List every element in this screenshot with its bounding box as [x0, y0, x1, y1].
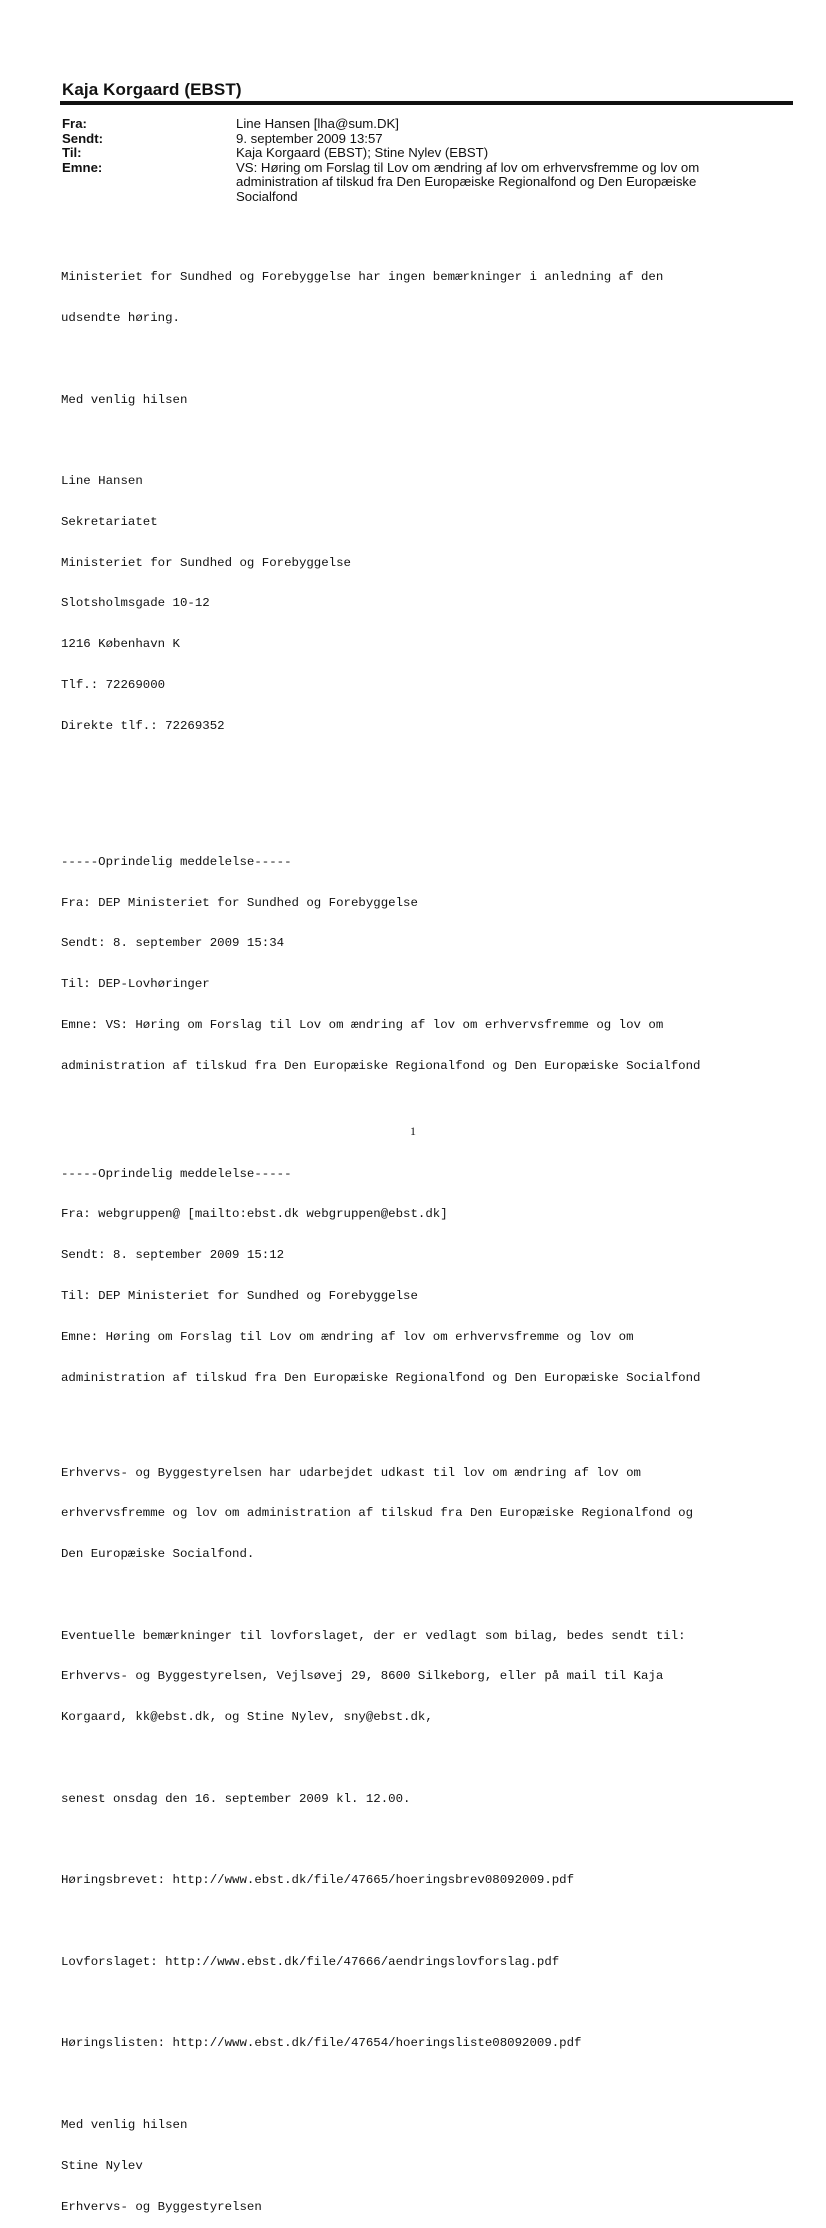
- header-value: Line Hansen [lha@sum.DK]: [236, 116, 399, 131]
- body-line: Eventuelle bemærkninger til lovforslaget, der er vedlagt som bilag, bedes sendt til:: [61, 1628, 686, 1643]
- forward-line: -----Oprindelig meddelelse-----: [61, 854, 292, 869]
- email-header: [62, 117, 736, 204]
- email-body: [61, 244, 801, 2228]
- body-line: Erhvervs- og Byggestyrelsen, Vejlsøvej 29, 8600 Silkeborg, eller på mail til Kaja: [61, 1669, 664, 1684]
- body-line: Ministeriet for Sundhed og Forebyggelse har ingen bemærkninger i anledning af den: [61, 270, 664, 285]
- signature-line: Sekretariatet: [61, 514, 158, 529]
- header-label: Fra:: [62, 116, 87, 131]
- forward-line: Til: DEP-Lovhøringer: [61, 977, 210, 992]
- signature-line: Tlf.: 72269000: [61, 678, 166, 692]
- signature-line: Ministeriet for Sundhed og Forebyggelse: [61, 555, 351, 570]
- header-value: Kaja Korgaard (EBST); Stine Nylev (EBST): [236, 145, 489, 160]
- signature-line: Line Hansen: [61, 474, 143, 489]
- forward-line: Emne: Høring om Forslag til Lov om ændring af lov om erhvervsfremme og lov om: [61, 1329, 634, 1344]
- header-row-subject: [62, 161, 736, 205]
- title-rule: [60, 101, 793, 105]
- forward-line: Fra: DEP Ministeriet for Sundhed og Forebyggelse: [61, 895, 418, 910]
- forward-line: administration af tilskud fra Den Europæiske Regionalfond og Den Europæiske Socialfond: [61, 1370, 701, 1385]
- signature-line: 1216 København K: [61, 637, 180, 652]
- link-hoeringsliste: Høringslisten: http://www.ebst.dk/file/47654/hoeringsliste08092009.pdf: [61, 2036, 582, 2051]
- signature-line: Direkte tlf.: 72269352: [61, 718, 225, 733]
- header-label: Til:: [62, 145, 82, 160]
- forward-line: Sendt: 8. september 2009 15:12: [61, 1248, 285, 1263]
- header-row-sent: [62, 132, 736, 147]
- body-line: erhvervsfremme og lov om administration af tilskud fra Den Europæiske Regionalfond og: [61, 1506, 694, 1521]
- forward-line: Emne: VS: Høring om Forslag til Lov om ændring af lov om erhvervsfremme og lov om: [61, 1017, 664, 1032]
- forward-line: Til: DEP Ministeriet for Sundhed og Forebyggelse: [61, 1288, 418, 1303]
- greeting: Med venlig hilsen: [61, 392, 188, 407]
- body-line: udsendte høring.: [61, 310, 180, 325]
- closing-line: Stine Nylev: [61, 2158, 143, 2173]
- link-lovforslag: Lovforslaget: http://www.ebst.dk/file/47666/aendringslovforslag.pdf: [61, 1954, 560, 1969]
- header-label: Emne:: [62, 159, 103, 175]
- forward-line: Sendt: 8. september 2009 15:34: [61, 936, 285, 951]
- page-number: 1: [410, 1124, 416, 1138]
- header-row-from: [62, 117, 736, 132]
- body-line: Den Europæiske Socialfond.: [61, 1547, 255, 1562]
- deadline-line: senest onsdag den 16. september 2009 kl. 12.00.: [61, 1791, 411, 1806]
- header-value: 9. september 2009 13:57: [236, 130, 383, 146]
- forward-line: administration af tilskud fra Den Europæiske Regionalfond og Den Europæiske Socialfond: [61, 1058, 701, 1073]
- header-row-to: [62, 146, 736, 161]
- header-value: VS: Høring om Forslag til Lov om ændring af lov om erhvervsfremme og lov om administration af tilskud fra Den Europæiske Regionalfond og Den Europæiske Socialfond: [236, 159, 700, 204]
- forward-line: -----Oprindelig meddelelse-----: [61, 1166, 292, 1181]
- forward-line: Fra: webgruppen@ [mailto:ebst.dk webgruppen@ebst.dk]: [61, 1207, 448, 1222]
- body-line: Korgaard, kk@ebst.dk, og Stine Nylev, sny@ebst.dk,: [61, 1710, 433, 1725]
- closing-line: Med venlig hilsen: [61, 2118, 188, 2132]
- link-hoeringsbrev: Høringsbrevet: http://www.ebst.dk/file/47665/hoeringsbrev08092009.pdf: [61, 1873, 575, 1888]
- page-title: Kaja Korgaard (EBST): [62, 80, 242, 99]
- closing-line: Erhvervs- og Byggestyrelsen: [61, 2199, 262, 2214]
- header-label: Sendt:: [62, 130, 104, 146]
- body-line: Erhvervs- og Byggestyrelsen har udarbejdet udkast til lov om ændring af lov om: [61, 1465, 641, 1480]
- signature-line: Slotsholmsgade 10-12: [61, 596, 210, 611]
